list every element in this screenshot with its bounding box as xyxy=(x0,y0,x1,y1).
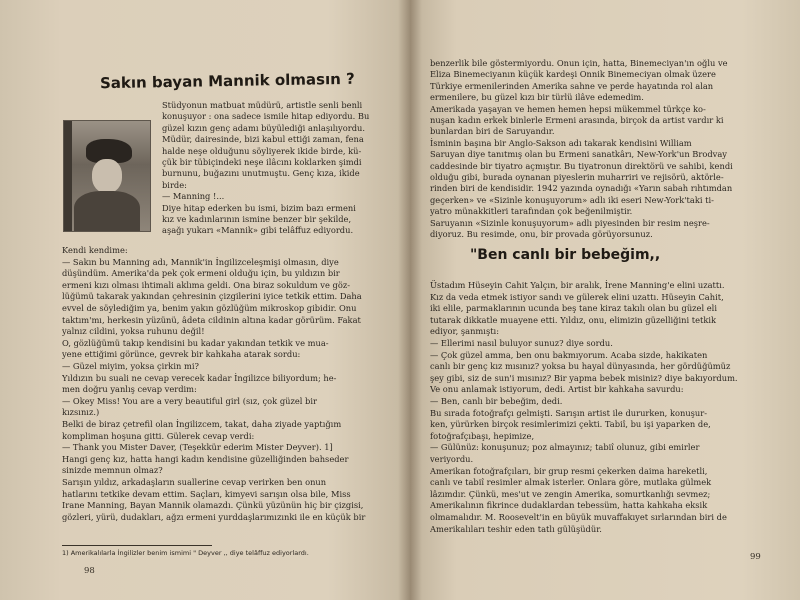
text-line: yalnız cildini, yoksa ruhunu değil! xyxy=(62,326,205,337)
text-line: ermeni kızı olması ihtimali aklıma geldi. Ona biraz sokuldum ve göz- xyxy=(62,279,351,290)
text-line: kızsınız.) xyxy=(62,407,100,418)
text-line: Saruyan diye tanıtmış olan bu Ermeni sanatkârı, New-York'un Brodvay xyxy=(430,149,727,160)
text-line: taktım'mı, herkesin yüzünü, âdeta cildinin altına kadar görürüm. Fakat xyxy=(62,314,361,325)
text-line: Belki de biraz çetrefil olan İngilizcem, takat, daha ziyade yaptığım xyxy=(62,419,342,429)
text-line: — Ben, canlı bir bebeğim, dedi. xyxy=(430,396,563,406)
text-line: canlı ve tabiî resimler almak isterler. Onlara göre, mutlaka gülmek xyxy=(430,477,712,488)
text-line: ediyor, şanmıştı: xyxy=(430,326,499,337)
text-line: ermenilere, bu güzel kızı bir türlü ilâve edemedim. xyxy=(430,92,644,103)
text-line: hatlarını tetkike devam ettim. Saçları, kimyevi sarışın olsa bile, Miss xyxy=(62,488,351,499)
text-line: sinizde memnun olmaz? xyxy=(62,465,163,476)
article-title: Sakın bayan Mannik olmasın ? xyxy=(99,69,355,93)
text-line: rinden biri de kendisidir. 1942 yazında oynadığı «Yarın sabah rıhtımdan xyxy=(430,183,733,194)
text-line: gözleri, yürü, dudakları, ağzı ermeni yurddaşlarımızınki ile en küçük bir xyxy=(62,511,366,522)
text-line: — Çok güzel amma, ben onu bakmıyorum. Acaba sizde, hakikaten xyxy=(430,349,708,360)
book-gutter xyxy=(398,0,422,600)
text-line: yene ettiğimi görünce, gevrek bir kahkaha atarak sordu: xyxy=(62,349,301,360)
text-line: evvel de söylediğim ya, benim yakın gözlüğüm mikroskop gibidir. Onu xyxy=(62,303,357,313)
text-line: kız ve kadınlarının ismine benzer bir şekilde, xyxy=(162,214,352,224)
text-line: yatro münakkitleri tarafından çok beğenilmiştir. xyxy=(430,206,633,217)
text-line: halde neşe olduğunu söyliyerek ikide birde, kü- xyxy=(162,145,362,156)
text-line: veriyordu. xyxy=(430,454,474,464)
text-line: olduğu gibi, burada oynanan piyeslerin muharriri ve rejisörü, aktörle- xyxy=(430,172,724,182)
text-line: iki elile, parmaklarının ucunda beş tane kiraz takılı olan bu güzel eli xyxy=(430,303,717,314)
text-line: — Manning !... xyxy=(162,191,225,202)
text-line: tutarak dikkatle muayene etti. Yıldız, onu, elimizin güzelliğini tetkik xyxy=(430,314,717,325)
text-line: Müdür, dairesinde, bizi kabul ettiği zaman, fena xyxy=(162,134,364,145)
text-line: — Sakın bu Manning adı, Mannik'in İngilizceleşmişi olmasın, diye xyxy=(62,256,339,267)
text-line: lüğümü takarak yakından çehresinin çizgilerini iyice tetkik ettim. Daha xyxy=(62,291,362,302)
text-line: Üstadım Hüseyin Cahit Yalçın, bir aralık, İrene Manning'e elini uzattı. xyxy=(430,280,725,290)
text-line: güzel kızın genç adamı büyülediği anlaşılıyordu. xyxy=(162,122,365,133)
text-line: birde: xyxy=(162,179,187,190)
face-shape xyxy=(92,159,122,193)
text-line: çük bir tübiçindeki neşe ilâcını koklarken şimdi xyxy=(162,157,362,167)
text-line: Hangi genç kız, hatta hangi kadın kendisine güzelliğinden bahseder xyxy=(62,453,349,464)
text-line: Amerikalıları teshir eden tatlı gülüşüdür. xyxy=(430,523,602,534)
footnote: 1) Amerikalılarla İngilizler benim ismimi " Deyver ,, diye telâffuz ediyorlardı. xyxy=(62,549,309,557)
text-line: men doğru yanlış cevap verdim: xyxy=(62,384,197,395)
text-line: konuşuyor : ona sadece ismile hitap ediyordu. Bu xyxy=(162,111,370,122)
text-line: — Thank you Mister Daver, (Teşekkür ederim Mister Deyver). 1] xyxy=(62,442,333,453)
text-line: Irane Manning, Bayan Mannik olamazdı. Çünkü yüzünün hiç bir çizgisi, xyxy=(62,500,364,511)
text-line: Saruyanın «Sizinle konuşuyorum» adlı piyesinden bir resim neşre- xyxy=(430,217,710,228)
text-line: fotoğrafçıbaşı, hepimize, xyxy=(430,430,535,441)
text-line: canlı bir genç kız mısınız? yoksa bu hayal dünyasında, her gördüğümüz xyxy=(430,361,731,372)
text-line: Eliza Binemeciyanın küçük kardeşi Onnik Binemeciyan olmak üzere xyxy=(430,69,716,80)
section-heading: "Ben canlı bir bebeğim,, xyxy=(470,247,661,263)
text-line: lâzımdır. Çünkü, mes'ut ve zengin Amerika, somurtkanlığı sevmez; xyxy=(430,488,711,499)
text-line: diyoruz. Bu resimde, onu, bir provada görüyorsunuz. xyxy=(430,229,653,239)
text-line: nuşan kadın erkek binlerle Ermeni arasında, birçok da artist vardır ki xyxy=(430,115,724,125)
text-line: — Okey Miss! You are a very beautiful girl (sız, çok güzel bir xyxy=(62,395,317,406)
page-number-right: 99 xyxy=(750,552,761,562)
text-line: Sarışın yıldız, arkadaşların suallerine cevap verirken ben onun xyxy=(62,477,327,487)
text-line: — Ellerimi nasıl buluyor sunuz? diye sordu. xyxy=(430,338,613,348)
body-shape xyxy=(74,191,140,232)
portrait-photo xyxy=(63,120,151,232)
text-line: Kendi kendime: xyxy=(62,245,128,255)
text-line: Bu sırada fotoğrafçı gelmişti. Sarışın artist ile dururken, konuşur- xyxy=(430,407,708,418)
text-line: geçerken» ve «Sizinle konuşuyorum» adlı iki eseri New-York'taki ti- xyxy=(430,194,714,205)
page-number-left: 98 xyxy=(84,566,95,576)
text-line: aşağı yukarı «Mannik» gibi telâffuz ediyordu. xyxy=(162,225,354,236)
text-line: — Güzel miyim, yoksa çirkin mi? xyxy=(62,361,199,371)
right-page xyxy=(410,0,800,600)
text-line: Yıldızın bu suali ne cevap verecek kadar İngilizce biliyordum; he- xyxy=(62,372,337,383)
footnote-rule xyxy=(62,545,212,546)
text-line: burnunu, buğazını unutmuştu. Genç kıza, ikide xyxy=(162,168,360,179)
text-line: düşündüm. Amerika'da pek çok ermeni olduğu için, bu yıldızın bir xyxy=(62,268,340,279)
text-line: olmamalıdır. M. Roosevelt'in en büyük muvaffakıyet sırlarından biri de xyxy=(430,512,727,522)
text-line: Amerikada yaşayan ve hemen hemen hepsi mükemmel türkçe ko- xyxy=(430,103,706,114)
text-line: şey gibi, siz de sun'i mısınız? Bir yapma bebek misiniz? diye bakıyordum. xyxy=(430,372,738,383)
text-line: ken, yürürken birçok resimlerimizi çekti. Tabiî, bu işi yaparken de, xyxy=(430,419,711,430)
text-line: kompliman hoşuna gitti. Gülerek cevap verdi: xyxy=(62,430,255,441)
text-line: Diye hitap ederken bu ismi, bizim bazı ermeni xyxy=(162,202,356,213)
text-line: O, gözlüğümü takıp kendisini bu kadar yakından tetkik ve mua- xyxy=(62,337,329,348)
text-line: caddesinde bir tiyatro açmıştır. Bu tiyatronun direktörü ve sahibi, kendi xyxy=(430,160,733,171)
text-line: — Gülünüz: konuşunuz; poz almayınız; tabiî olunuz, gibi emirler xyxy=(430,442,700,453)
text-line: benzerlik bile göstermiyordu. Onun için, hatta, Binemeciyan'ın oğlu ve xyxy=(430,58,728,68)
text-line: Türkiye ermenilerinden Amerika sahne ve perde hayatında rol alan xyxy=(430,80,714,91)
text-line: Amerikan fotoğrafçıları, bir grup resmi çekerken daima hareketli, xyxy=(430,465,708,476)
text-line: Amerikalının fikrince dudaklardan tebessüm, hatta kahkaha eksik xyxy=(430,500,708,511)
text-line: bunlardan biri de Saruyandır. xyxy=(430,126,555,137)
text-line: Stüdyonun matbuat müdürü, artistle senli benli xyxy=(162,100,363,110)
text-line: Ve onu anlamak istiyorum, dedi. Artist bir kahkaha savurdu: xyxy=(430,384,684,395)
text-line: İsminin başına bir Anglo-Sakson adı takarak kendisini William xyxy=(430,137,692,148)
text-line: Kız da veda etmek istiyor sandı ve gülerek elini uzattı. Hüseyin Cahit, xyxy=(430,291,724,302)
